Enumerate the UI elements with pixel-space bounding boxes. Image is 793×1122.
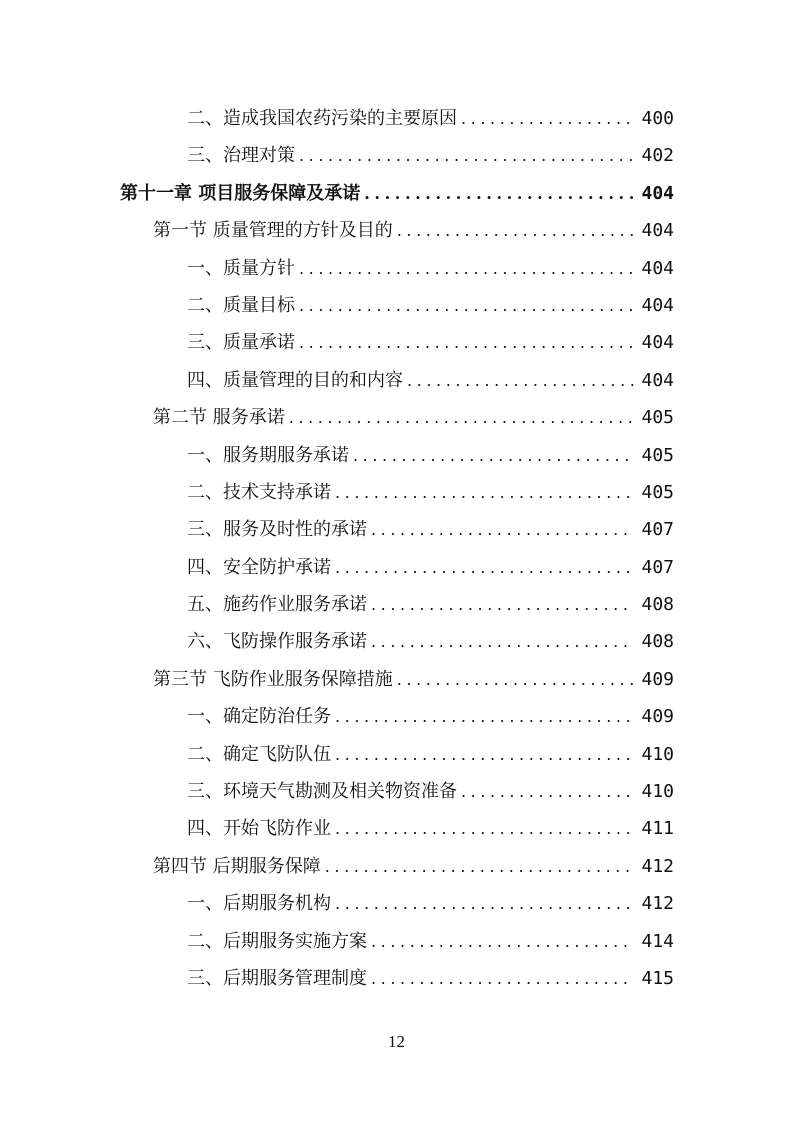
toc-entry[interactable] [0,324,793,361]
toc-entry-label: 三、服务及时性的承诺 [187,519,367,541]
toc-chapter-entry[interactable] [0,175,793,212]
toc-dot-leader [461,100,634,137]
toc-entry-label: 第三节 飞防作业服务保障措施 [153,668,393,690]
toc-entry-page: 404 [641,182,674,204]
toc-entry-label: 二、技术支持承诺 [187,481,331,503]
toc-entry-page: 412 [641,893,674,915]
toc-entry-label: 四、开始飞防作业 [187,818,331,840]
toc-dot-leader [397,212,634,249]
toc-entry[interactable] [0,474,793,511]
toc-entry-label: 第一节 质量管理的方针及目的 [153,220,393,242]
toc-entry[interactable] [0,287,793,324]
toc-entry-page: 410 [641,743,674,765]
toc-dot-leader [335,474,634,511]
toc-entry-page: 408 [641,631,674,653]
toc-entry-page: 411 [641,818,674,840]
toc-entry-label: 四、安全防护承诺 [187,556,331,578]
toc-entry-label: 二、造成我国农药污染的主要原因 [187,108,457,129]
toc-entry-page: 409 [641,668,674,690]
toc-entry-label: 一、服务期服务承诺 [187,444,349,466]
toc-entry-label: 三、环境天气勘测及相关物资准备 [187,781,457,803]
toc-dot-leader [371,511,634,548]
toc-entry-page: 410 [641,781,674,803]
toc-entry-label: 二、质量目标 [187,294,295,316]
toc-entry-label: 第四节 后期服务保障 [153,855,321,877]
toc-entry-label: 第十一章 项目服务保障及承诺 [120,182,361,204]
toc-dot-leader [299,250,634,287]
toc-dot-leader [299,324,634,361]
toc-entry-label: 一、后期服务机构 [187,893,331,915]
table-of-contents [0,100,793,997]
toc-dot-leader [371,923,634,960]
toc-entry-label: 三、治理对策 [187,145,295,167]
toc-entry[interactable] [0,549,793,586]
toc-entry[interactable] [0,437,793,474]
toc-entry-label: 二、确定飞防队伍 [187,743,331,765]
toc-dot-leader [335,698,634,735]
toc-section-entry[interactable] [0,848,793,885]
toc-dot-leader [335,810,634,847]
toc-dot-leader [461,773,634,810]
toc-entry[interactable] [0,100,793,137]
toc-dot-leader [371,623,634,660]
toc-dot-leader [371,960,634,997]
toc-entry-label: 第二节 服务承诺 [153,407,285,429]
toc-entry-page: 404 [641,332,674,354]
toc-entry[interactable] [0,736,793,773]
toc-entry-page: 404 [641,369,674,391]
toc-entry-page: 409 [641,706,674,728]
toc-entry-page: 404 [641,257,674,279]
toc-entry[interactable] [0,362,793,399]
toc-entry-page: 405 [641,444,674,466]
toc-dot-leader [397,661,634,698]
toc-section-entry[interactable] [0,212,793,249]
toc-dot-leader [371,586,634,623]
toc-dot-leader [299,287,634,324]
toc-entry-page: 412 [641,855,674,877]
toc-section-entry[interactable] [0,399,793,436]
toc-entry-label: 一、质量方针 [187,257,295,279]
toc-entry[interactable] [0,885,793,922]
toc-entry-label: 四、质量管理的目的和内容 [187,369,403,391]
toc-entry-label: 三、质量承诺 [187,332,295,354]
toc-dot-leader [353,437,634,474]
toc-entry[interactable] [0,698,793,735]
toc-entry-page: 414 [641,930,674,952]
toc-dot-leader [335,549,634,586]
toc-section-entry[interactable] [0,661,793,698]
toc-entry-label: 六、飞防操作服务承诺 [187,631,367,653]
toc-entry[interactable] [0,923,793,960]
page-number: 12 [388,1032,405,1051]
toc-entry[interactable] [0,773,793,810]
toc-entry[interactable] [0,623,793,660]
toc-entry[interactable] [0,511,793,548]
toc-entry-page: 402 [641,145,674,167]
toc-entry[interactable] [0,137,793,174]
toc-entry[interactable] [0,250,793,287]
toc-entry-page: 400 [641,108,674,129]
toc-entry[interactable] [0,810,793,847]
toc-entry-label: 三、后期服务管理制度 [187,967,367,989]
toc-entry-label: 五、施药作业服务承诺 [187,594,367,616]
toc-dot-leader [407,362,634,399]
toc-entry[interactable] [0,960,793,997]
toc-entry-page: 407 [641,556,674,578]
toc-entry-page: 405 [641,481,674,503]
toc-dot-leader [325,848,634,885]
toc-dot-leader [335,736,634,773]
toc-entry-label: 二、后期服务实施方案 [187,930,367,952]
toc-entry-page: 415 [641,967,674,989]
toc-dot-leader [335,885,634,922]
toc-entry-page: 404 [641,220,674,242]
toc-dot-leader [299,137,634,174]
toc-entry-page: 404 [641,294,674,316]
toc-entry[interactable] [0,586,793,623]
toc-dot-leader [289,399,634,436]
toc-dot-leader [364,175,634,212]
toc-entry-page: 405 [641,407,674,429]
toc-entry-page: 407 [641,519,674,541]
toc-entry-page: 408 [641,594,674,616]
toc-entry-label: 一、确定防治任务 [187,706,331,728]
